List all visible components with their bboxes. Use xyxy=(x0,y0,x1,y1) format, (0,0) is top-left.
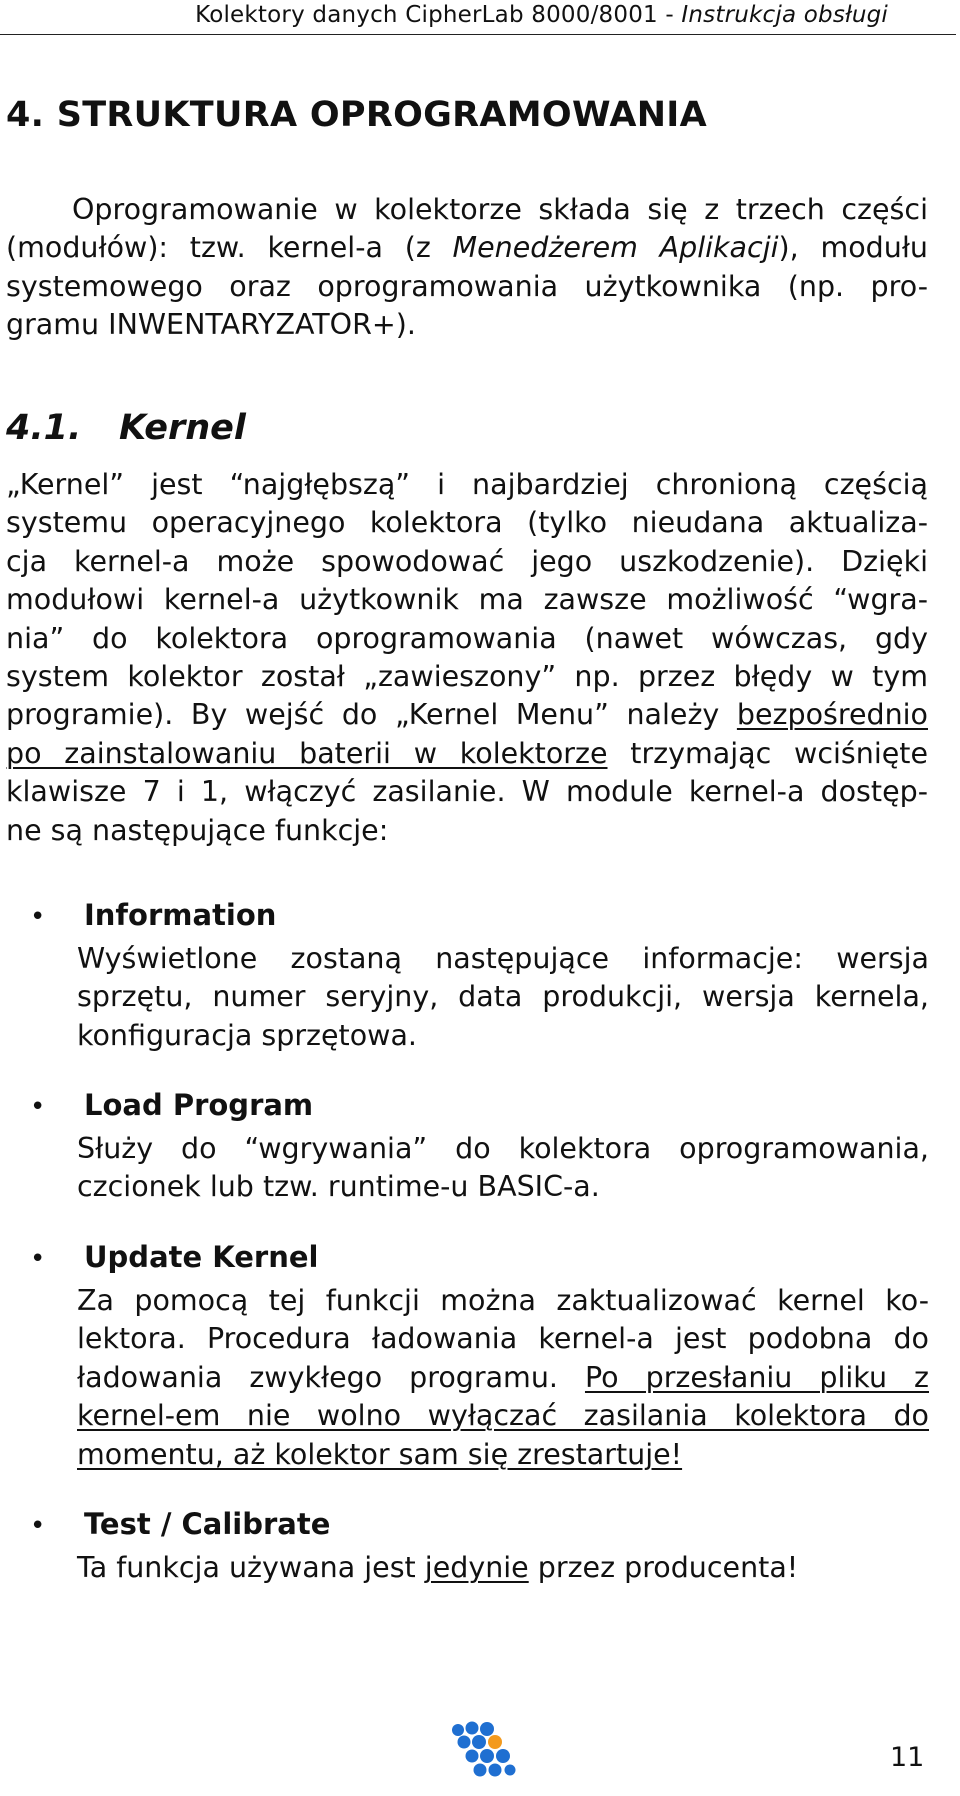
description-line: czcionek lub tzw. runtime-u BASIC-a. xyxy=(77,1170,600,1204)
intro-italic-text: Menedżerem Aplikacji xyxy=(452,231,779,265)
underlined-text: bezpośrednio xyxy=(736,698,928,732)
header-prefix: Kolektory danych CipherLab 8000/8001 - xyxy=(195,2,682,28)
intro-line xyxy=(6,229,928,267)
bullet-icon: • xyxy=(30,1511,46,1541)
intro-text: (modułów): tzw. kernel-a (z xyxy=(6,231,453,265)
intro-line: Oprogramowanie w kolektorze składa się z trzech części xyxy=(72,193,928,226)
description-line: konfiguracja sprzętowa. xyxy=(77,1018,417,1052)
description-text: przez producenta! xyxy=(528,1551,799,1584)
description-line xyxy=(77,1436,929,1474)
function-description-test-calibrate xyxy=(77,1549,929,1587)
function-description-information xyxy=(77,940,929,1055)
underlined-text: Po przesłaniu pliku z xyxy=(584,1360,929,1394)
intro-line: systemowego oraz oprogramowania użytkownika (np. pro- xyxy=(6,269,928,303)
page-number: 11 xyxy=(890,1742,925,1773)
kernel-line: modułowi kernel-a użytkownik ma zawsze możliwość “wgra- xyxy=(6,583,928,617)
kernel-line: nia” do kolektora oprogramowania (nawet wówczas, gdy xyxy=(6,621,928,655)
description-line: kernel-em nie wolno wyłączać zasilania kolektora do xyxy=(77,1399,929,1433)
underlined-text: po zainstalowaniu baterii w kolektorze xyxy=(6,736,608,770)
description-line: Wyświetlone zostaną następujące informacje: wersja xyxy=(77,942,929,975)
header-suffix: Instrukcja obsługi xyxy=(681,2,888,28)
function-title-update-kernel: Update Kernel xyxy=(84,1240,319,1274)
function-description-load-program xyxy=(77,1130,929,1207)
subsection-title: Kernel xyxy=(119,408,246,448)
kernel-line xyxy=(6,735,928,773)
intro-text: ), modułu xyxy=(778,231,928,265)
kernel-line: ne są następujące funkcje: xyxy=(6,813,389,847)
header-title xyxy=(195,2,888,28)
description-text: Ta funkcja używana jest xyxy=(77,1551,425,1584)
kernel-line xyxy=(6,696,928,734)
function-title-load-program: Load Program xyxy=(84,1088,314,1122)
cipherlab-logo-icon xyxy=(448,1718,520,1784)
subsection-heading xyxy=(6,408,246,448)
bullet-icon: • xyxy=(30,1244,46,1274)
underlined-text: jedynie xyxy=(424,1551,529,1584)
intro-paragraph xyxy=(6,191,928,345)
kernel-line: „Kernel” jest “najgłębszą” i najbardziej chronioną częścią xyxy=(6,468,928,501)
subsection-number: 4.1. xyxy=(6,408,82,448)
description-line xyxy=(77,1549,929,1587)
kernel-line: system kolektor został „zawieszony” np. przez błędy w tym xyxy=(6,660,928,694)
section-heading: 4. STRUKTURA OPROGRAMOWANIA xyxy=(6,95,708,135)
underlined-text: momentu, aż kolektor sam się zrestartuje! xyxy=(77,1437,683,1471)
function-title-information: Information xyxy=(84,898,277,932)
running-header xyxy=(0,0,956,35)
description-line: Służy do “wgrywania” do kolektora oprogramowania, xyxy=(77,1132,929,1165)
intro-line: gramu INWENTARYZATOR+). xyxy=(6,308,416,342)
kernel-line: klawisze 7 i 1, włączyć zasilanie. W module kernel-a dostęp- xyxy=(6,775,928,809)
function-title-test-calibrate: Test / Calibrate xyxy=(84,1507,331,1541)
kernel-line: systemu operacyjnego kolektora (tylko nieudana aktualiza- xyxy=(6,506,928,540)
kernel-line: cja kernel-a może spowodować jego uszkodzenie). Dzięki xyxy=(6,544,928,578)
function-description-update-kernel xyxy=(77,1282,929,1474)
kernel-text: programie). By wejść do „Kernel Menu” należy xyxy=(6,698,737,732)
description-line: Za pomocą tej funkcji można zaktualizować kernel ko- xyxy=(77,1284,929,1317)
kernel-text: trzymając wciśnięte xyxy=(607,736,928,770)
bullet-icon: • xyxy=(30,902,46,932)
bullet-icon: • xyxy=(30,1092,46,1122)
description-text: ładowania zwykłego programu. xyxy=(77,1360,585,1394)
description-line xyxy=(77,1359,929,1397)
description-line: lektora. Procedura ładowania kernel-a jest podobna do xyxy=(77,1322,929,1356)
kernel-paragraph xyxy=(6,466,928,850)
description-line: sprzętu, numer seryjny, data produkcji, wersja kernela, xyxy=(77,980,929,1014)
